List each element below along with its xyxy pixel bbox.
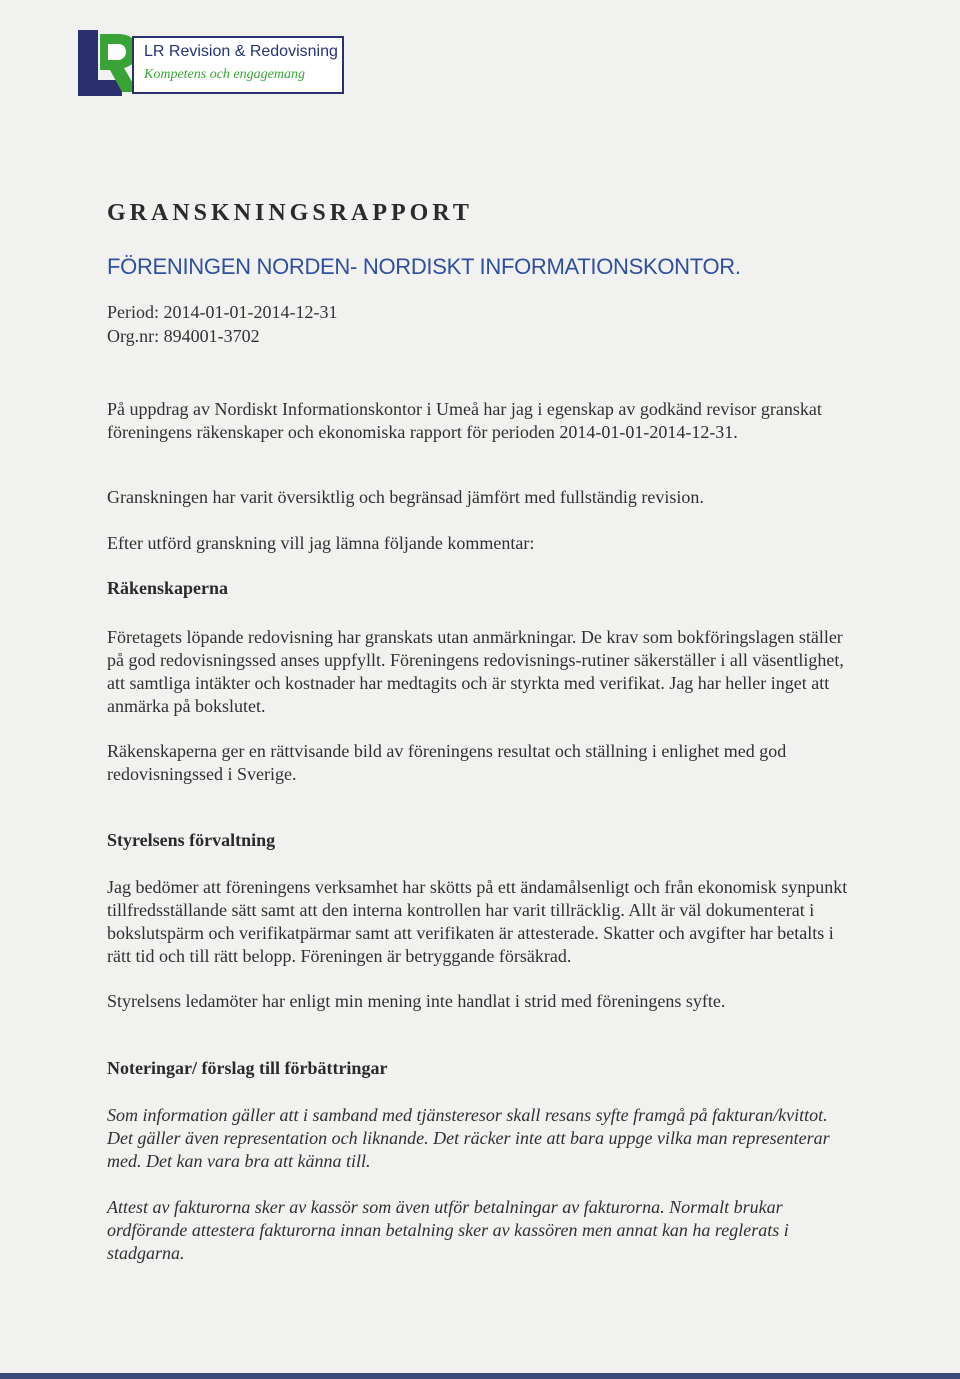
report-title: GRANSKNINGSRAPPORT (107, 200, 473, 226)
organization-name: FÖRENINGEN NORDEN- NORDISKT INFORMATIONSKONTOR. (107, 254, 741, 279)
period-line: Period: 2014-01-01-2014-12-31 (107, 302, 338, 322)
section-heading-forvaltning: Styrelsens förvaltning (107, 830, 276, 850)
orgnr-line: Org.nr: 894001-3702 (107, 326, 260, 346)
logo-text-box (132, 36, 344, 94)
section-heading-rakenskaper: Räkenskaperna (107, 578, 229, 598)
forvaltning-paragraph-2: Styrelsens ledamöter har enligt min mening inte handlat i strid med föreningens syfte. (107, 991, 726, 1011)
section-heading-noteringar: Noteringar/ förslag till förbättringar (107, 1058, 388, 1078)
forvaltning-paragraph-1: Jag bedömer att föreningens verksamhet har skötts på ett ändamålsenligt och från ekonomisk synpunkt tillfredsställande sätt samt att den interna kontrollen har varit tillräcklig. Allt är väl dokumenterat i bokslutspärm och verifikatpärmar samt att verifikaten är attesterade. Skatter och avgifter har betalts i rätt tid och till rätt belopp. Föreningen är betryggande försäkrad. (107, 877, 848, 966)
noteringar-paragraph-1: Som information gäller att i samband med tjänsteresor skall resans syfte framgå på fakturan/kvittot. Det gäller även representation och liknande. Det räcker inte att bara uppge vilka man representerar med. Det kan vara bra att känna till. (107, 1105, 830, 1171)
noteringar-paragraph-2: Attest av fakturorna sker av kassör som även utför betalningar av fakturorna. Normalt brukar ordförande attestera fakturorna innan betalning sker av kassören men annat kan ha reglerats i stadgarna. (107, 1197, 789, 1263)
rakenskaper-paragraph-1: Företagets löpande redovisning har granskats utan anmärkningar. De krav som bokföringslagen ställer på god redovisningssed anses uppfyllt. Föreningens redovisnings-rutiner säkerställer i all väsentlighet, att samtliga intäkter och kostnader har medtagits och är styrkta med verifikat. Jag har heller inget att anmärka på bokslutet. (107, 627, 844, 716)
rakenskaper-paragraph-2: Räkenskaperna ger en rättvisande bild av föreningens resultat och ställning i enlighet med god redovisningssed i Sverige. (107, 741, 787, 784)
bottom-border (0, 1373, 960, 1379)
logo-tagline: Kompetens och engagemang (144, 67, 305, 82)
intro-paragraph: På uppdrag av Nordiskt Informationskontor i Umeå har jag i egenskap av godkänd revisor granskat föreningens räkenskaper och ekonomiska rapport för perioden 2014-01-01-2014-12-31. (107, 399, 822, 442)
lr-logo-mark-icon (78, 30, 140, 96)
logo-company-name: LR Revision & Redovisning (144, 43, 338, 60)
company-logo (78, 30, 348, 98)
scope-paragraph: Granskningen har varit översiktlig och begränsad jämfört med fullständig revision. (107, 487, 704, 507)
comment-intro: Efter utförd granskning vill jag lämna följande kommentar: (107, 533, 535, 553)
